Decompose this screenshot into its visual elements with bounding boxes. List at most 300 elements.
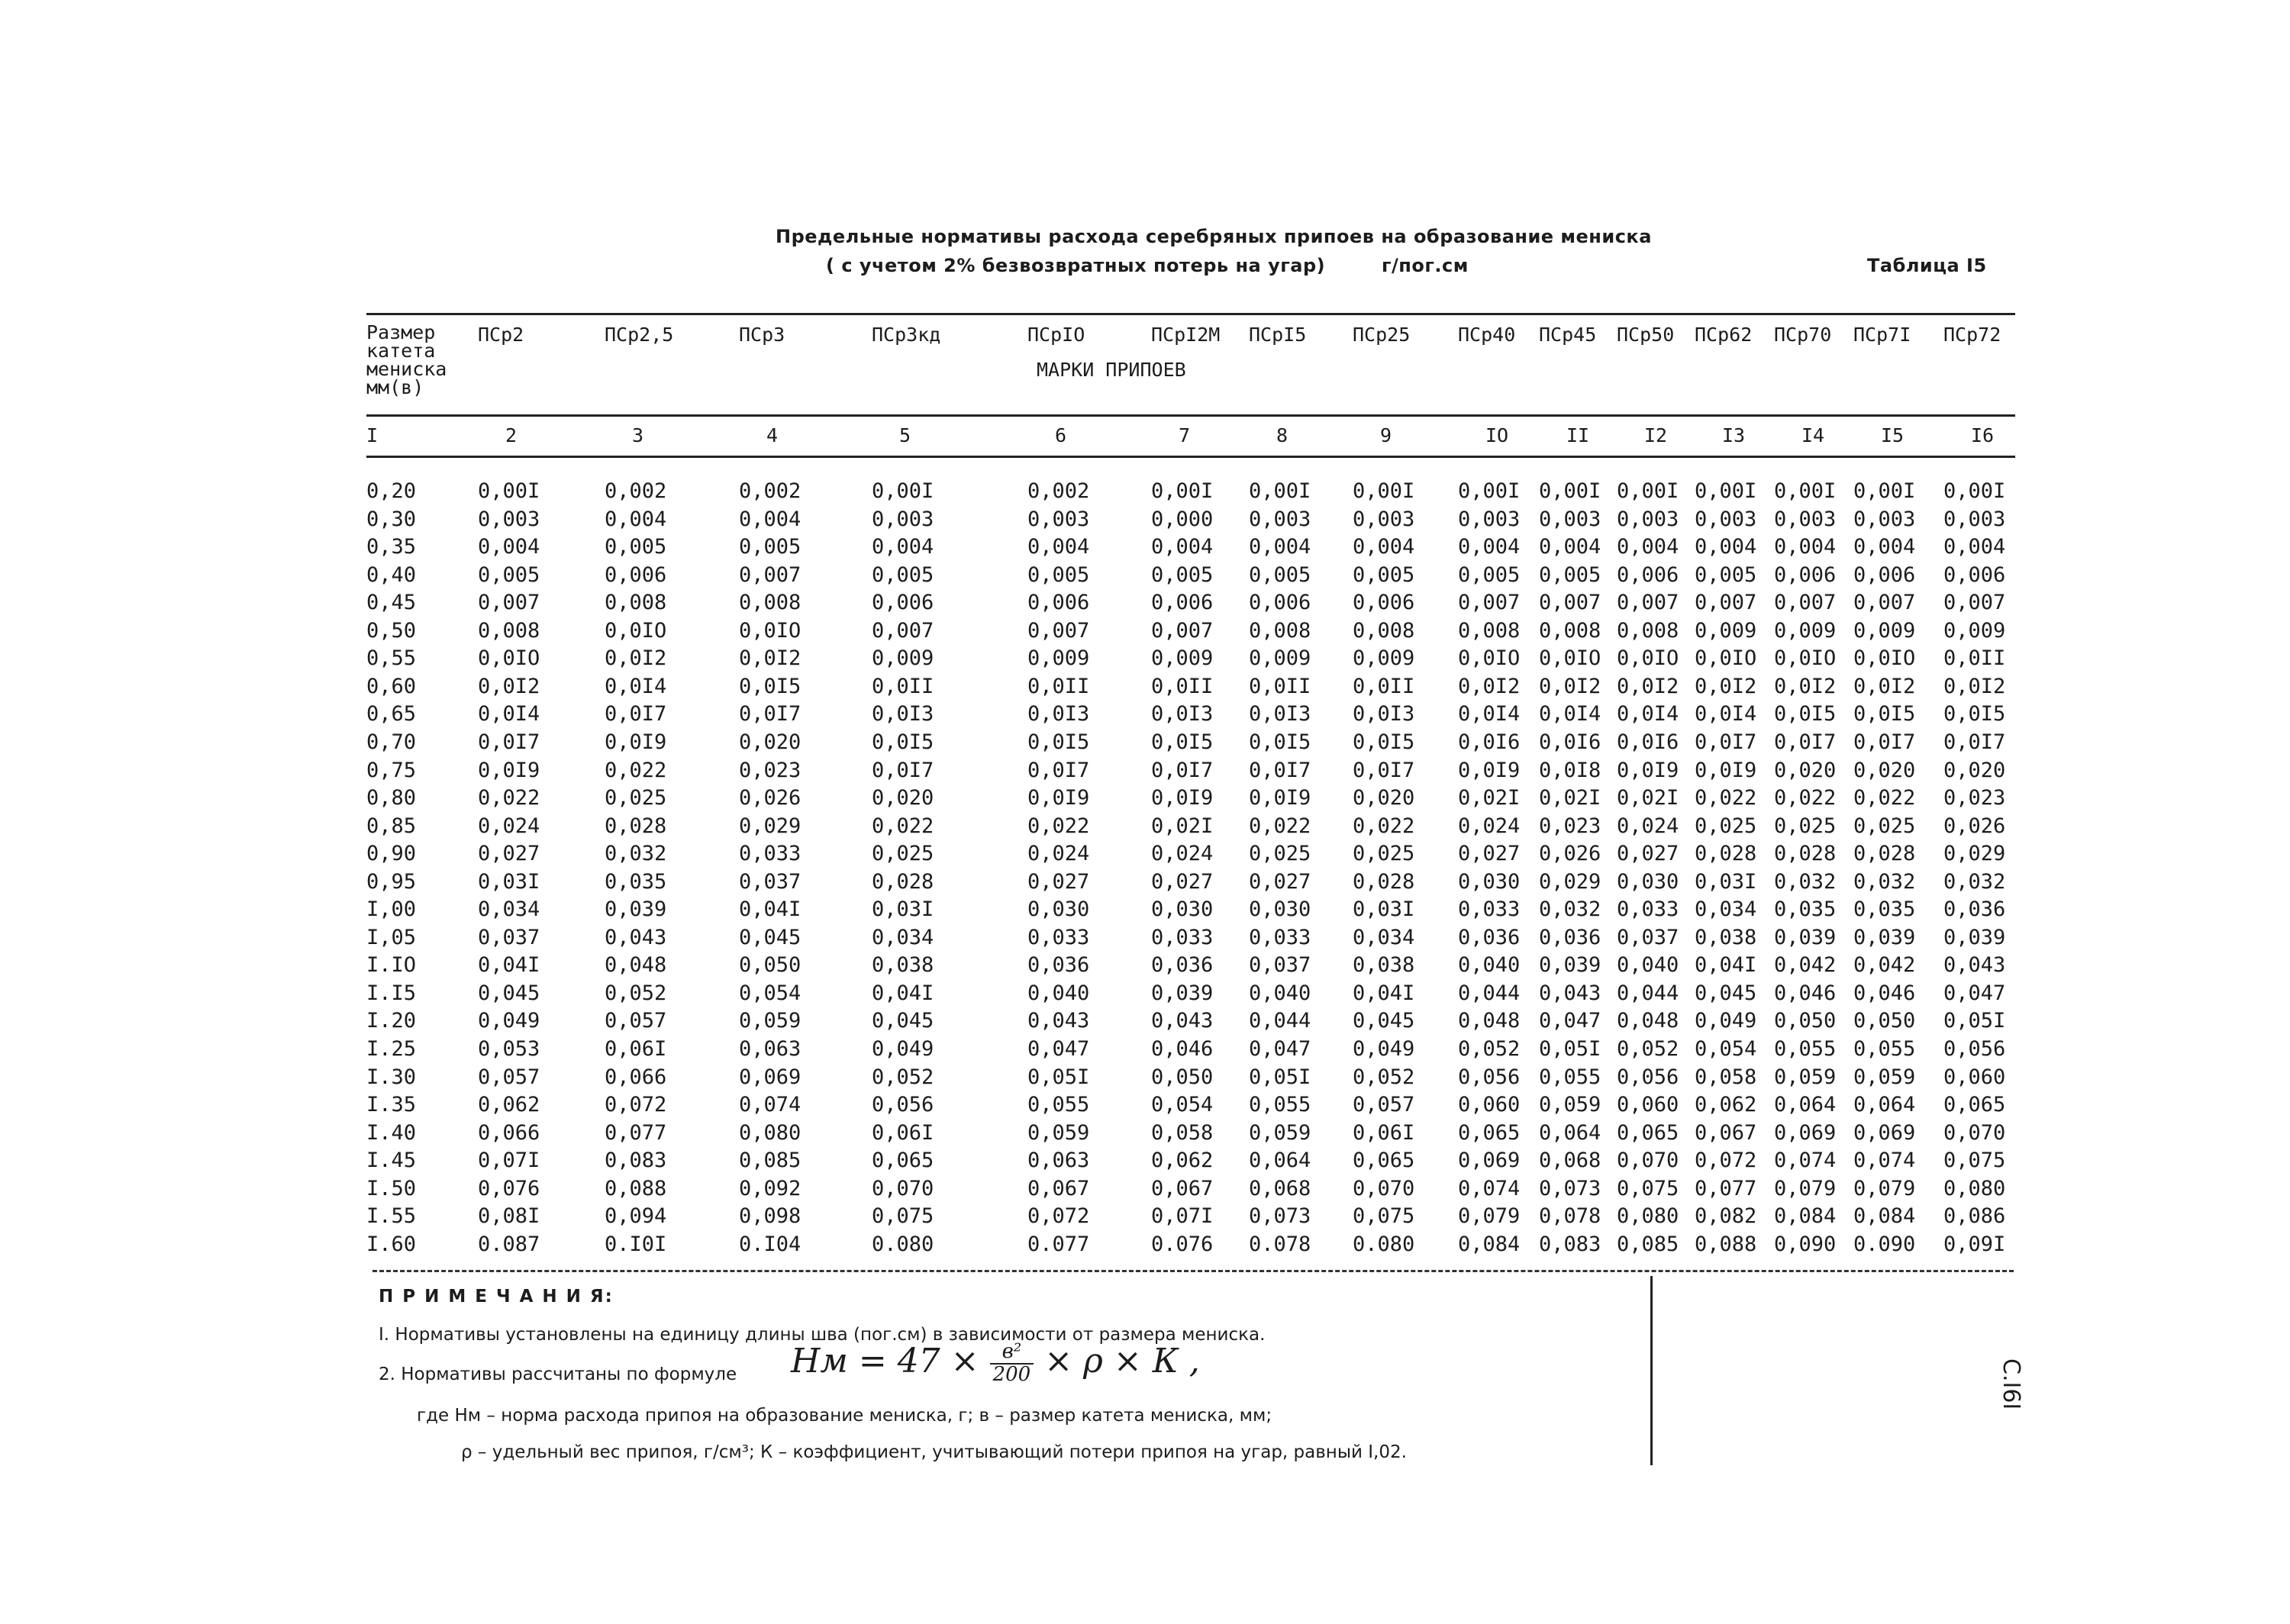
table-cell: 0,027 — [1027, 870, 1090, 894]
table-cell: 0,065 — [1943, 1093, 2006, 1116]
table-cell: 0,06I — [605, 1037, 667, 1061]
table-cell: 0,007 — [1695, 591, 1757, 614]
table-cell: 0,035 — [1853, 897, 1916, 921]
table-cell: 0,003 — [1774, 508, 1837, 531]
table-cell: 0,055 — [1774, 1037, 1837, 1061]
table-cell: 0,003 — [1353, 508, 1415, 531]
table-cell: 0,0I2 — [478, 675, 540, 698]
table-cell: 0,03I — [478, 870, 540, 894]
table-cell: 0,073 — [1539, 1177, 1601, 1200]
table-cell: 0,0I5 — [1943, 702, 2006, 726]
first-column-header — [366, 321, 447, 398]
table-cell: 0,009 — [1151, 646, 1214, 670]
table-cell: 0,0IO — [1695, 646, 1757, 670]
row-size-cell: I,05 — [366, 926, 417, 949]
table-cell: 0,029 — [739, 814, 802, 838]
table-cell: 0,000 — [1151, 508, 1214, 531]
table-cell: 0,052 — [1353, 1065, 1415, 1089]
table-cell: 0,006 — [1943, 563, 2006, 587]
table-cell: 0,0I4 — [605, 675, 667, 698]
table-cell: 0,0I5 — [872, 730, 934, 754]
table-cell: 0,008 — [605, 591, 667, 614]
table-cell: 0,0I2 — [1617, 675, 1679, 698]
table-cell: 0,033 — [1249, 926, 1311, 949]
table-cell: 0,07I — [1151, 1204, 1214, 1228]
row-size-cell: I.35 — [366, 1093, 417, 1116]
table-cell: 0,0IO — [739, 619, 802, 643]
table-cell: 0,004 — [1695, 535, 1757, 559]
row-size-cell: 0,85 — [366, 814, 417, 838]
table-cell: 0,005 — [1353, 563, 1415, 587]
table-cell: 0,0I8 — [1539, 759, 1601, 782]
table-cell: 0,007 — [872, 619, 934, 643]
table-cell: 0,00I — [478, 479, 540, 503]
table-cell: 0,030 — [1617, 870, 1679, 894]
table-cell: 0,009 — [1853, 619, 1916, 643]
table-cell: 0,054 — [1695, 1037, 1757, 1061]
column-number: I — [366, 424, 379, 446]
column-number: 2 — [505, 424, 518, 446]
table-cell: 0,068 — [1539, 1149, 1601, 1172]
table-cell: 0,090 — [1774, 1232, 1837, 1256]
table-cell: 0,032 — [605, 842, 667, 865]
table-cell: 0,052 — [1458, 1037, 1521, 1061]
table-cell: 0,054 — [739, 981, 802, 1005]
table-cell: 0,048 — [1617, 1009, 1679, 1033]
table-cell: 0.I0I — [605, 1232, 667, 1256]
table-cell: 0,004 — [739, 508, 802, 531]
note-2-prefix: 2. Нормативы рассчитаны по формуле — [379, 1365, 737, 1384]
table-cell: 0,063 — [1027, 1149, 1090, 1172]
table-cell: 0,055 — [1853, 1037, 1916, 1061]
table-cell: 0,059 — [1539, 1093, 1601, 1116]
table-cell: 0,046 — [1853, 981, 1916, 1005]
table-cell: 0,057 — [605, 1009, 667, 1033]
table-cell: 0.080 — [872, 1232, 934, 1256]
table-cell: 0,049 — [1695, 1009, 1757, 1033]
table-cell: 0,025 — [1249, 842, 1311, 865]
table-cell: 0,079 — [1853, 1177, 1916, 1200]
table-cell: 0,0IO — [478, 646, 540, 670]
table-cell: 0,0II — [1249, 675, 1311, 698]
table-cell: 0,0I3 — [872, 702, 934, 726]
table-cell: 0,004 — [1617, 535, 1679, 559]
table-cell: 0,074 — [1774, 1149, 1837, 1172]
table-cell: 0,0IO — [1458, 646, 1521, 670]
table-cell: 0,025 — [1774, 814, 1837, 838]
table-cell: 0,005 — [1458, 563, 1521, 587]
table-cell: 0,0I2 — [1853, 675, 1916, 698]
table-cell: 0,075 — [872, 1204, 934, 1228]
table-cell: 0,007 — [1027, 619, 1090, 643]
table-cell: 0,056 — [1458, 1065, 1521, 1089]
table-cell: 0,056 — [1617, 1065, 1679, 1089]
formula-lhs: Нм = 47 × — [791, 1342, 979, 1381]
table-cell: 0,033 — [1151, 926, 1214, 949]
table-cell: 0,024 — [1458, 814, 1521, 838]
table-cell: 0,04I — [1695, 953, 1757, 977]
table-cell: 0,052 — [1617, 1037, 1679, 1061]
table-cell: 0,067 — [1695, 1121, 1757, 1145]
table-cell: 0,00I — [1774, 479, 1837, 503]
table-cell: 0,078 — [1539, 1204, 1601, 1228]
row-size-cell: I.60 — [366, 1232, 417, 1256]
row-size-cell: 0,30 — [366, 508, 417, 531]
table-cell: 0,0I3 — [1249, 702, 1311, 726]
row-size-cell: I.45 — [366, 1149, 417, 1172]
table-cell: 0,039 — [1539, 953, 1601, 977]
table-cell: 0,0I7 — [478, 730, 540, 754]
table-cell: 0,0II — [1943, 646, 2006, 670]
brand-header: ПСр2 — [478, 324, 524, 346]
table-cell: 0,003 — [478, 508, 540, 531]
row-size-cell: 0,75 — [366, 759, 417, 782]
page-number: С.I6I — [1998, 1358, 2024, 1410]
table-cell: 0,055 — [1249, 1093, 1311, 1116]
table-cell: 0,024 — [1151, 842, 1214, 865]
table-cell: 0,020 — [1943, 759, 2006, 782]
column-number: 7 — [1179, 424, 1191, 446]
table-cell: 0,004 — [478, 535, 540, 559]
table-cell: 0,004 — [1353, 535, 1415, 559]
table-cell: 0,09I — [1943, 1232, 2006, 1256]
table-cell: 0,085 — [1617, 1232, 1679, 1256]
first-column-header-line: Размер — [366, 321, 436, 343]
table-cell: 0,036 — [1539, 926, 1601, 949]
table-cell: 0,04I — [872, 981, 934, 1005]
note-definitions-2: ρ – удельный вес припоя, г/см³; К – коэффициент, учитывающий потери припоя на угар, равный I,02. — [461, 1442, 1407, 1462]
table-cell: 0,084 — [1774, 1204, 1837, 1228]
table-title-line1: Предельные нормативы расхода серебряных припоев на образование мениска — [776, 226, 1652, 247]
table-cell: 0,009 — [1943, 619, 2006, 643]
table-cell: 0,0I2 — [605, 646, 667, 670]
table-cell: 0,0I3 — [1151, 702, 1214, 726]
table-cell: 0,068 — [1249, 1177, 1311, 1200]
table-cell: 0,069 — [1774, 1121, 1837, 1145]
table-cell: 0,0I3 — [1353, 702, 1415, 726]
table-cell: 0,023 — [739, 759, 802, 782]
table-cell: 0,00I — [1151, 479, 1214, 503]
table-cell: 0,00I — [1249, 479, 1311, 503]
table-cell: 0,007 — [478, 591, 540, 614]
table-cell: 0,003 — [1695, 508, 1757, 531]
table-cell: 0,025 — [605, 786, 667, 810]
table-cell: 0.I04 — [739, 1232, 802, 1256]
table-cell: 0,035 — [605, 870, 667, 894]
table-cell: 0,0I7 — [1249, 759, 1311, 782]
table-cell: 0,009 — [1027, 646, 1090, 670]
table-cell: 0,058 — [1695, 1065, 1757, 1089]
table-cell: 0,022 — [478, 786, 540, 810]
table-cell: 0,0I7 — [605, 702, 667, 726]
table-cell: 0,034 — [478, 897, 540, 921]
table-cell: 0,074 — [1458, 1177, 1521, 1200]
table-cell: 0,0I4 — [1695, 702, 1757, 726]
table-cell: 0,004 — [1027, 535, 1090, 559]
row-size-cell: I.40 — [366, 1121, 417, 1145]
table-cell: 0,098 — [739, 1204, 802, 1228]
table-cell: 0,050 — [1853, 1009, 1916, 1033]
table-cell: 0,0I9 — [478, 759, 540, 782]
table-cell: 0,025 — [872, 842, 934, 865]
row-size-cell: I.50 — [366, 1177, 417, 1200]
table-cell: 0,0I7 — [1353, 759, 1415, 782]
table-cell: 0,022 — [1249, 814, 1311, 838]
row-size-cell: 0,45 — [366, 591, 417, 614]
table-cell: 0,004 — [1943, 535, 2006, 559]
table-cell: 0,025 — [1695, 814, 1757, 838]
table-cell: 0,039 — [1943, 926, 2006, 949]
table-cell: 0,0IO — [1774, 646, 1837, 670]
table-cell: 0,043 — [605, 926, 667, 949]
table-cell: 0,045 — [872, 1009, 934, 1033]
table-cell: 0,094 — [605, 1204, 667, 1228]
table-cell: 0,044 — [1458, 981, 1521, 1005]
table-cell: 0,06I — [872, 1121, 934, 1145]
table-cell: 0,064 — [1774, 1093, 1837, 1116]
table-cell: 0,009 — [1353, 646, 1415, 670]
table-cell: 0,057 — [478, 1065, 540, 1089]
table-cell: 0,033 — [1027, 926, 1090, 949]
table-cell: 0,00I — [872, 479, 934, 503]
row-size-cell: 0,70 — [366, 730, 417, 754]
table-cell: 0,0I5 — [1853, 702, 1916, 726]
table-cell: 0,065 — [872, 1149, 934, 1172]
table-cell: 0,080 — [739, 1121, 802, 1145]
table-cell: 0,0I6 — [1617, 730, 1679, 754]
table-cell: 0,007 — [1943, 591, 2006, 614]
table-cell: 0,042 — [1853, 953, 1916, 977]
table-cell: 0,020 — [872, 786, 934, 810]
table-cell: 0,0IO — [605, 619, 667, 643]
table-cell: 0,025 — [1853, 814, 1916, 838]
table-cell: 0,006 — [1151, 591, 1214, 614]
table-cell: 0,037 — [1617, 926, 1679, 949]
column-number: 5 — [899, 424, 911, 446]
table-cell: 0,04I — [478, 953, 540, 977]
table-cell: 0,086 — [1943, 1204, 2006, 1228]
table-cell: 0,0I2 — [1458, 675, 1521, 698]
table-cell: 0,007 — [739, 563, 802, 587]
table-cell: 0,04I — [739, 897, 802, 921]
table-cell: 0,027 — [1249, 870, 1311, 894]
table-cell: 0,003 — [1458, 508, 1521, 531]
table-cell: 0,048 — [1458, 1009, 1521, 1033]
table-cell: 0,05I — [1943, 1009, 2006, 1033]
table-cell: 0,0I9 — [605, 730, 667, 754]
table-cell: 0,006 — [605, 563, 667, 587]
table-cell: 0,006 — [1853, 563, 1916, 587]
table-cell: 0,004 — [605, 508, 667, 531]
table-cell: 0,004 — [1151, 535, 1214, 559]
row-size-cell: 0,65 — [366, 702, 417, 726]
first-column-header-line: мениска — [366, 358, 447, 380]
brand-header: ПСр3 — [739, 324, 785, 346]
table-cell: 0,029 — [1943, 842, 2006, 865]
table-cell: 0,007 — [1458, 591, 1521, 614]
table-cell: 0,062 — [1151, 1149, 1214, 1172]
table-cell: 0,043 — [1943, 953, 2006, 977]
table-cell: 0,088 — [1695, 1232, 1757, 1256]
row-size-cell: 0,50 — [366, 619, 417, 643]
brand-header: ПСр25 — [1353, 324, 1411, 346]
formula-fraction — [990, 1342, 1034, 1385]
table-cell: 0,03I — [1695, 870, 1757, 894]
table-cell: 0,03I — [872, 897, 934, 921]
table-cell: 0,007 — [1774, 591, 1837, 614]
table-cell: 0,074 — [1853, 1149, 1916, 1172]
row-size-cell: I.55 — [366, 1204, 417, 1228]
table-cell: 0,07I — [478, 1149, 540, 1172]
table-cell: 0,00I — [1353, 479, 1415, 503]
table-cell: 0,037 — [478, 926, 540, 949]
table-cell: 0,04I — [1353, 981, 1415, 1005]
table-cell: 0,02I — [1151, 814, 1214, 838]
table-cell: 0,050 — [1151, 1065, 1214, 1089]
table-cell: 0,004 — [1249, 535, 1311, 559]
table-cell: 0,004 — [1853, 535, 1916, 559]
table-cell: 0,006 — [872, 591, 934, 614]
table-cell: 0,039 — [1151, 981, 1214, 1005]
table-cell: 0,027 — [478, 842, 540, 865]
table-title-line2: ( с учетом 2% безвозвратных потерь на угар) — [826, 255, 1326, 276]
table-cell: 0,045 — [1695, 981, 1757, 1005]
table-top-rule — [366, 313, 2015, 315]
table-unit: г/пог.см — [1382, 255, 1469, 276]
table-cell: 0,0I5 — [1249, 730, 1311, 754]
table-cell: 0,0II — [1151, 675, 1214, 698]
table-cell: 0,045 — [478, 981, 540, 1005]
table-cell: 0,042 — [1774, 953, 1837, 977]
table-cell: 0,050 — [739, 953, 802, 977]
table-cell: 0,007 — [1617, 591, 1679, 614]
table-cell: 0,076 — [478, 1177, 540, 1200]
table-cell: 0,003 — [1617, 508, 1679, 531]
table-cell: 0,006 — [1617, 563, 1679, 587]
brand-header: ПСр2,5 — [605, 324, 674, 346]
table-cell: 0,005 — [1151, 563, 1214, 587]
table-cell: 0,004 — [1774, 535, 1837, 559]
table-cell: 0,077 — [605, 1121, 667, 1145]
table-cell: 0,070 — [1353, 1177, 1415, 1200]
row-size-cell: 0,20 — [366, 479, 417, 503]
table-cell: 0,0II — [872, 675, 934, 698]
table-cell: 0,084 — [1458, 1232, 1521, 1256]
table-cell: 0,040 — [1458, 953, 1521, 977]
table-cell: 0,039 — [1853, 926, 1916, 949]
table-cell: 0,083 — [605, 1149, 667, 1172]
table-cell: 0,040 — [1249, 981, 1311, 1005]
table-cell: 0,026 — [1539, 842, 1601, 865]
table-cell: 0,036 — [1151, 953, 1214, 977]
column-number: 8 — [1276, 424, 1289, 446]
table-cell: 0,0IO — [1617, 646, 1679, 670]
table-cell: 0,038 — [1695, 926, 1757, 949]
row-size-cell: 0,55 — [366, 646, 417, 670]
column-number: 4 — [766, 424, 779, 446]
table-cell: 0,083 — [1539, 1232, 1601, 1256]
table-cell: 0,02I — [1617, 786, 1679, 810]
table-cell: 0,036 — [1027, 953, 1090, 977]
column-number: I2 — [1644, 424, 1668, 446]
table-cell: 0,00I — [1617, 479, 1679, 503]
table-cell: 0,046 — [1151, 1037, 1214, 1061]
table-cell: 0,0I4 — [1458, 702, 1521, 726]
row-size-cell: I.20 — [366, 1009, 417, 1033]
table-cell: 0,026 — [739, 786, 802, 810]
table-cell: 0,08I — [478, 1204, 540, 1228]
table-cell: 0,028 — [1774, 842, 1837, 865]
column-number: 3 — [632, 424, 644, 446]
table-cell: 0,077 — [1695, 1177, 1757, 1200]
table-cell: 0,0I6 — [1539, 730, 1601, 754]
formula — [791, 1342, 1200, 1385]
table-cell: 0,080 — [1943, 1177, 2006, 1200]
table-cell: 0,027 — [1617, 842, 1679, 865]
table-cell: 0,044 — [1617, 981, 1679, 1005]
table-cell: 0,023 — [1943, 786, 2006, 810]
table-cell: 0,0I2 — [1539, 675, 1601, 698]
table-cell: 0,00I — [1539, 479, 1601, 503]
table-cell: 0,053 — [478, 1037, 540, 1061]
table-cell: 0,05I — [1539, 1037, 1601, 1061]
table-cell: 0,082 — [1695, 1204, 1757, 1228]
table-cell: 0,092 — [739, 1177, 802, 1200]
table-cell: 0,0IO — [1853, 646, 1916, 670]
table-cell: 0,043 — [1027, 1009, 1090, 1033]
table-cell: 0,009 — [872, 646, 934, 670]
table-cell: 0,070 — [1943, 1121, 2006, 1145]
table-cell: 0,002 — [739, 479, 802, 503]
table-cell: 0,005 — [478, 563, 540, 587]
row-size-cell: I.I5 — [366, 981, 417, 1005]
table-cell: 0,027 — [1151, 870, 1214, 894]
table-cell: 0,052 — [872, 1065, 934, 1089]
brand-header: ПСр70 — [1774, 324, 1832, 346]
formula-denominator: 200 — [992, 1362, 1031, 1386]
table-cell: 0,008 — [739, 591, 802, 614]
table-cell: 0,005 — [1027, 563, 1090, 587]
table-cell: 0,058 — [1151, 1121, 1214, 1145]
table-cell: 0,038 — [1353, 953, 1415, 977]
table-cell: 0,0I2 — [1695, 675, 1757, 698]
table-cell: 0,080 — [1617, 1204, 1679, 1228]
row-size-cell: 0,90 — [366, 842, 417, 865]
table-cell: 0,049 — [478, 1009, 540, 1033]
notes-right-border — [1650, 1276, 1653, 1465]
table-cell: 0,00I — [1695, 479, 1757, 503]
table-cell: 0,005 — [872, 563, 934, 587]
table-cell: 0,003 — [872, 508, 934, 531]
column-number: 6 — [1055, 424, 1067, 446]
table-cell: 0,0I2 — [1774, 675, 1837, 698]
brand-header: ПСрI2М — [1151, 324, 1221, 346]
table-cell: 0,088 — [605, 1177, 667, 1200]
row-size-cell: I,00 — [366, 897, 417, 921]
table-cell: 0,072 — [1695, 1149, 1757, 1172]
table-cell: 0,026 — [1943, 814, 2006, 838]
table-cell: 0,006 — [1774, 563, 1837, 587]
formula-numerator: в² — [990, 1342, 1034, 1364]
table-cell: 0,057 — [1353, 1093, 1415, 1116]
table-cell: 0,034 — [872, 926, 934, 949]
table-cell: 0,038 — [872, 953, 934, 977]
table-cell: 0,008 — [1617, 619, 1679, 643]
column-number: I4 — [1801, 424, 1825, 446]
table-cell: 0,030 — [1027, 897, 1090, 921]
table-cell: 0,070 — [872, 1177, 934, 1200]
table-cell: 0,028 — [605, 814, 667, 838]
